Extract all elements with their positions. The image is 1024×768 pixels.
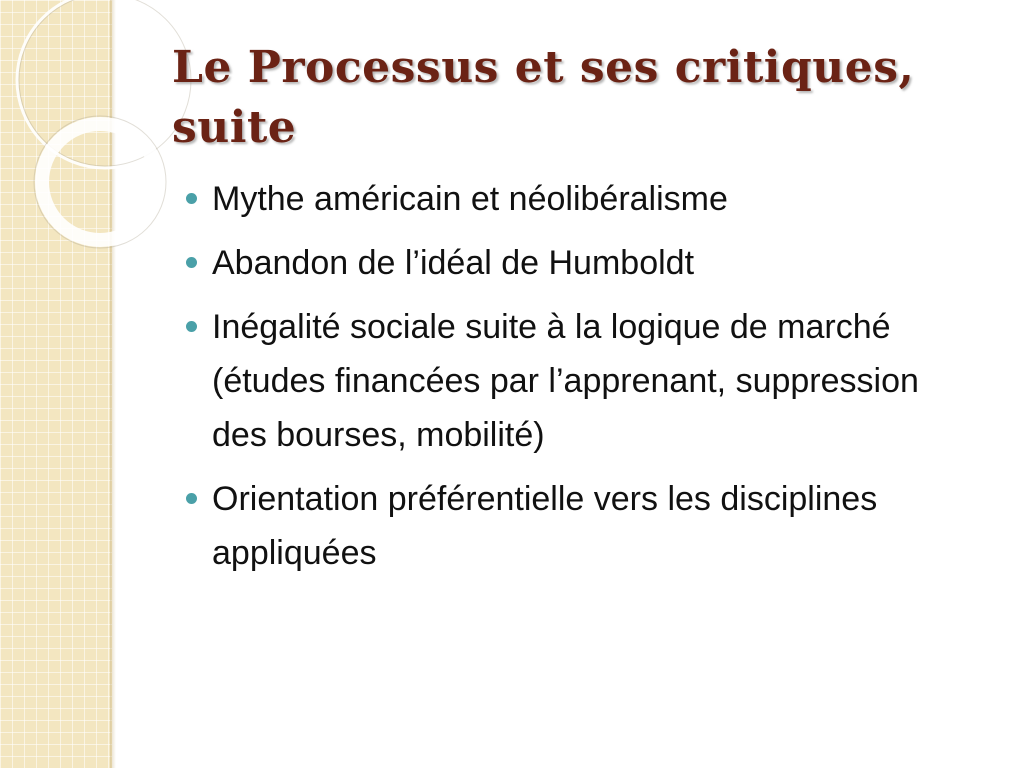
bullet-item [186, 236, 946, 290]
bullet-dot-icon [186, 193, 197, 204]
bullet-dot-icon [186, 493, 197, 504]
slide-title: Le Processus et ses critiques, suite [172, 42, 915, 153]
decorative-circle-large [17, 0, 193, 168]
bullet-item [186, 300, 946, 462]
decorative-circle-large-shadow [19, 0, 191, 166]
bullet-text: Abandon de l’idéal de Humboldt [212, 244, 695, 282]
decorative-ring-shadow [34, 116, 166, 248]
bullet-item [186, 472, 946, 580]
bullet-text: Mythe américain et néolibéralisme [212, 180, 728, 218]
bullet-dot-icon [186, 257, 197, 268]
bullet-list [186, 172, 946, 590]
bullet-dot-icon [186, 321, 197, 332]
bullet-item [186, 172, 946, 226]
decorative-circles [0, 0, 200, 260]
bullet-text: Orientation préférentielle vers les disciplines appliquées [212, 480, 878, 572]
bullet-text: Inégalité sociale suite à la logique de marché (études financées par l’apprenant, suppression des bourses, mobilité) [212, 308, 919, 454]
decorative-ring [42, 124, 158, 240]
